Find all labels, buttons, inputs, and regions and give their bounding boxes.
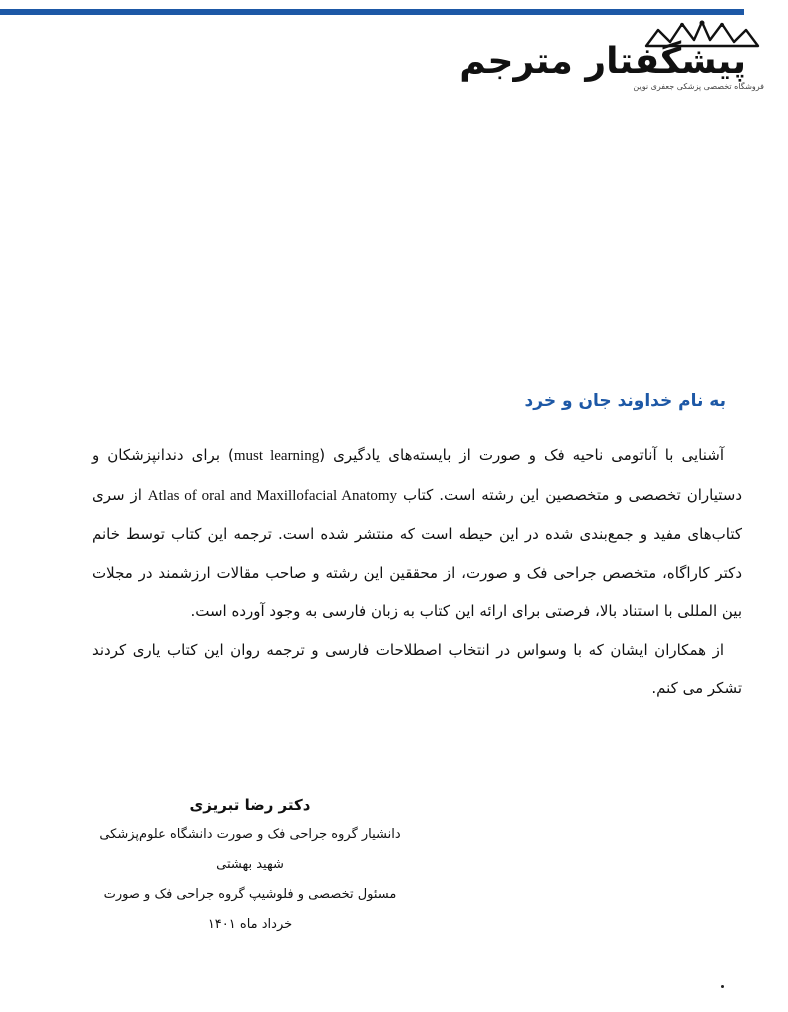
para1-text-part3: از سری کتاب‌های مفید و جمع‌بندی شده در این حیطه است که منتشر شده است. ترجمه این کتاب توسط خانم دکتر کاراگاه، متخصص جراحی فک و صورت، از محققین این رشته و صاحب مقالات ارزشمند در مجلات بین المللی با استناد بالا، فرصتی برای ارائه این کتاب به زبان فارسی به وجود آورده است. <box>92 485 742 620</box>
logo-title: پیشگفتار مترجم <box>459 41 746 82</box>
publisher-logo <box>459 18 764 102</box>
top-border-bar <box>0 9 744 15</box>
para1-latin-term: must learning <box>233 448 320 464</box>
preface-body <box>92 436 742 708</box>
para1-book-title: Atlas of oral and Maxillofacial Anatomy <box>147 487 398 504</box>
page-heading: به نام خداوند جان و خرد <box>524 391 726 411</box>
signature-date: خرداد ماه ۱۴۰۱ <box>207 917 293 932</box>
logo-subtitle: فروشگاه تخصصی پزشکی جعفری نوین <box>633 82 764 91</box>
para1-text-part1: آشنایی با آناتومی ناحیه فک و صورت از بایسته‌های یادگیری ( <box>319 446 724 464</box>
signature-title-line-2: مسئول تخصصی و فلوشیپ گروه جراحی فک و صورت <box>103 887 397 902</box>
signature-block <box>90 790 410 940</box>
signature-title-line-1: دانشیار گروه جراحی فک و صورت دانشگاه علوم‌پزشکی شهید بهشتی <box>99 827 401 872</box>
page-marker-dot <box>721 985 724 988</box>
preface-paragraph-2: از همکاران ایشان که با وسواس در انتخاب اصطلاحات فارسی و ترجمه روان این کتاب یاری کردند تشکر می کنم. <box>92 640 742 697</box>
para1-text-part2: ) برای دندانپزشکان و دستیاران تخصصی و متخصصین این رشته است. کتاب <box>92 446 743 504</box>
preface-paragraph-1 <box>92 436 742 631</box>
signature-name: دکتر رضا تبریزی <box>189 796 311 814</box>
